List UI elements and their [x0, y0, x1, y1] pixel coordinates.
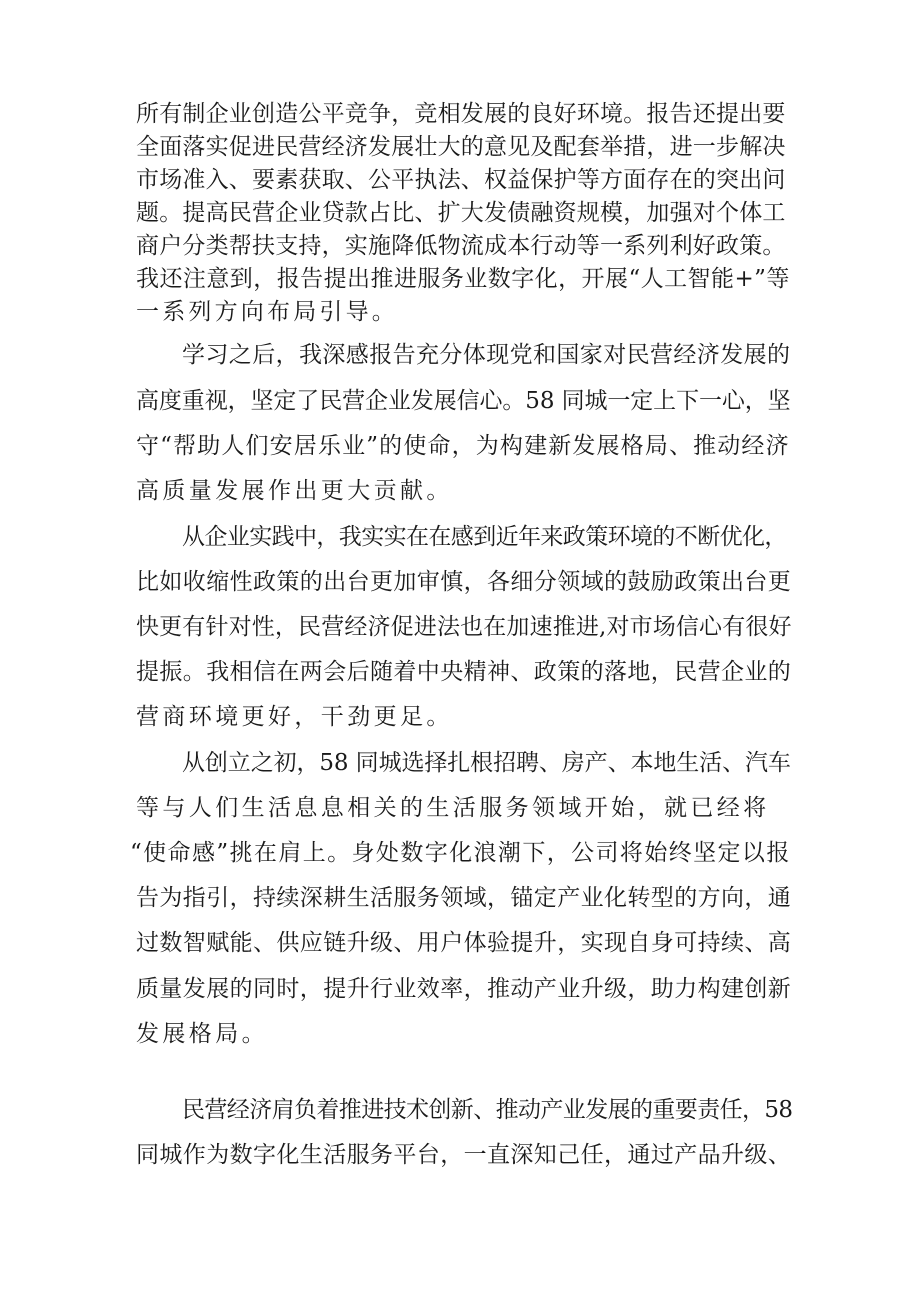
text-line: 同城作为数字化生活服务平台，一直深知己任，通过产品升级、 — [136, 1142, 792, 1168]
text-line: 我还注意到，报告提出推进服务业数字化，开展“人工智能+”等 — [136, 266, 790, 292]
text-line: 高质量发展作出更大贡献。 — [136, 478, 453, 504]
text-line: 商户分类帮扶支持，实施降低物流成本行动等一系列利好政策。 — [136, 233, 786, 259]
text-line: 告为指引，持续深耕生活服务领域，锚定产业化转型的方向，通 — [136, 885, 792, 911]
text-line: “使命感”挑在肩上。身处数字化浪潮下，公司将始终坚定以报 — [130, 840, 791, 866]
text-line: 守“帮助人们安居乐业”的使命，为构建新发展格局、推动经济 — [136, 433, 790, 459]
text-line: 等与人们生活息息相关的生活服务领域开始，就已经将 — [136, 795, 770, 821]
text-line: 从创立之初，58 同城选择扎根招聘、房产、本地生活、汽车 — [182, 750, 791, 776]
text-line: 学习之后，我深感报告充分体现党和国家对民营经济发展的 — [182, 342, 791, 368]
text-line: 一系列方向布局引导。 — [136, 299, 398, 325]
text-line: 过数智赋能、供应链升级、用户体验提升，实现自身可持续、高 — [136, 930, 792, 956]
text-line: 题。提高民营企业贷款占比、扩大发债融资规模，加强对个体工 — [136, 200, 786, 226]
text-line: 提振。我相信在两会后随着中央精神、政策的落地，民营企业的 — [136, 659, 792, 685]
text-line: 比如收缩性政策的出台更加审慎，各细分领域的鼓励政策出台更 — [136, 569, 792, 595]
text-line: 民营经济肩负着推进技术创新、推动产业发展的重要责任，58 — [182, 1097, 793, 1123]
text-line: 高度重视，坚定了民营企业发展信心。58 同城一定上下一心，坚 — [136, 388, 791, 414]
text-line: 发展格局。 — [136, 1021, 268, 1047]
text-line: 全面落实促进民营经济发展壮大的意见及配套举措，进一步解决 — [136, 134, 786, 160]
text-line: 所有制企业创造公平竞争，竞相发展的良好环境。报告还提出要 — [136, 101, 786, 127]
text-line: 质量发展的同时，提升行业效率，推动产业升级，助力构建创新 — [136, 976, 792, 1002]
text-line: 从企业实践中，我实实在在感到近年来政策环境的不断优化， — [182, 524, 787, 550]
text-line: 市场准入、要素获取、公平执法、权益保护等方面存在的突出问 — [136, 167, 786, 193]
text-line: 快更有针对性，民营经济促进法也在加速推进,对市场信心有很好 — [136, 614, 792, 640]
text-line: 营商环境更好，干劲更足。 — [136, 704, 453, 730]
